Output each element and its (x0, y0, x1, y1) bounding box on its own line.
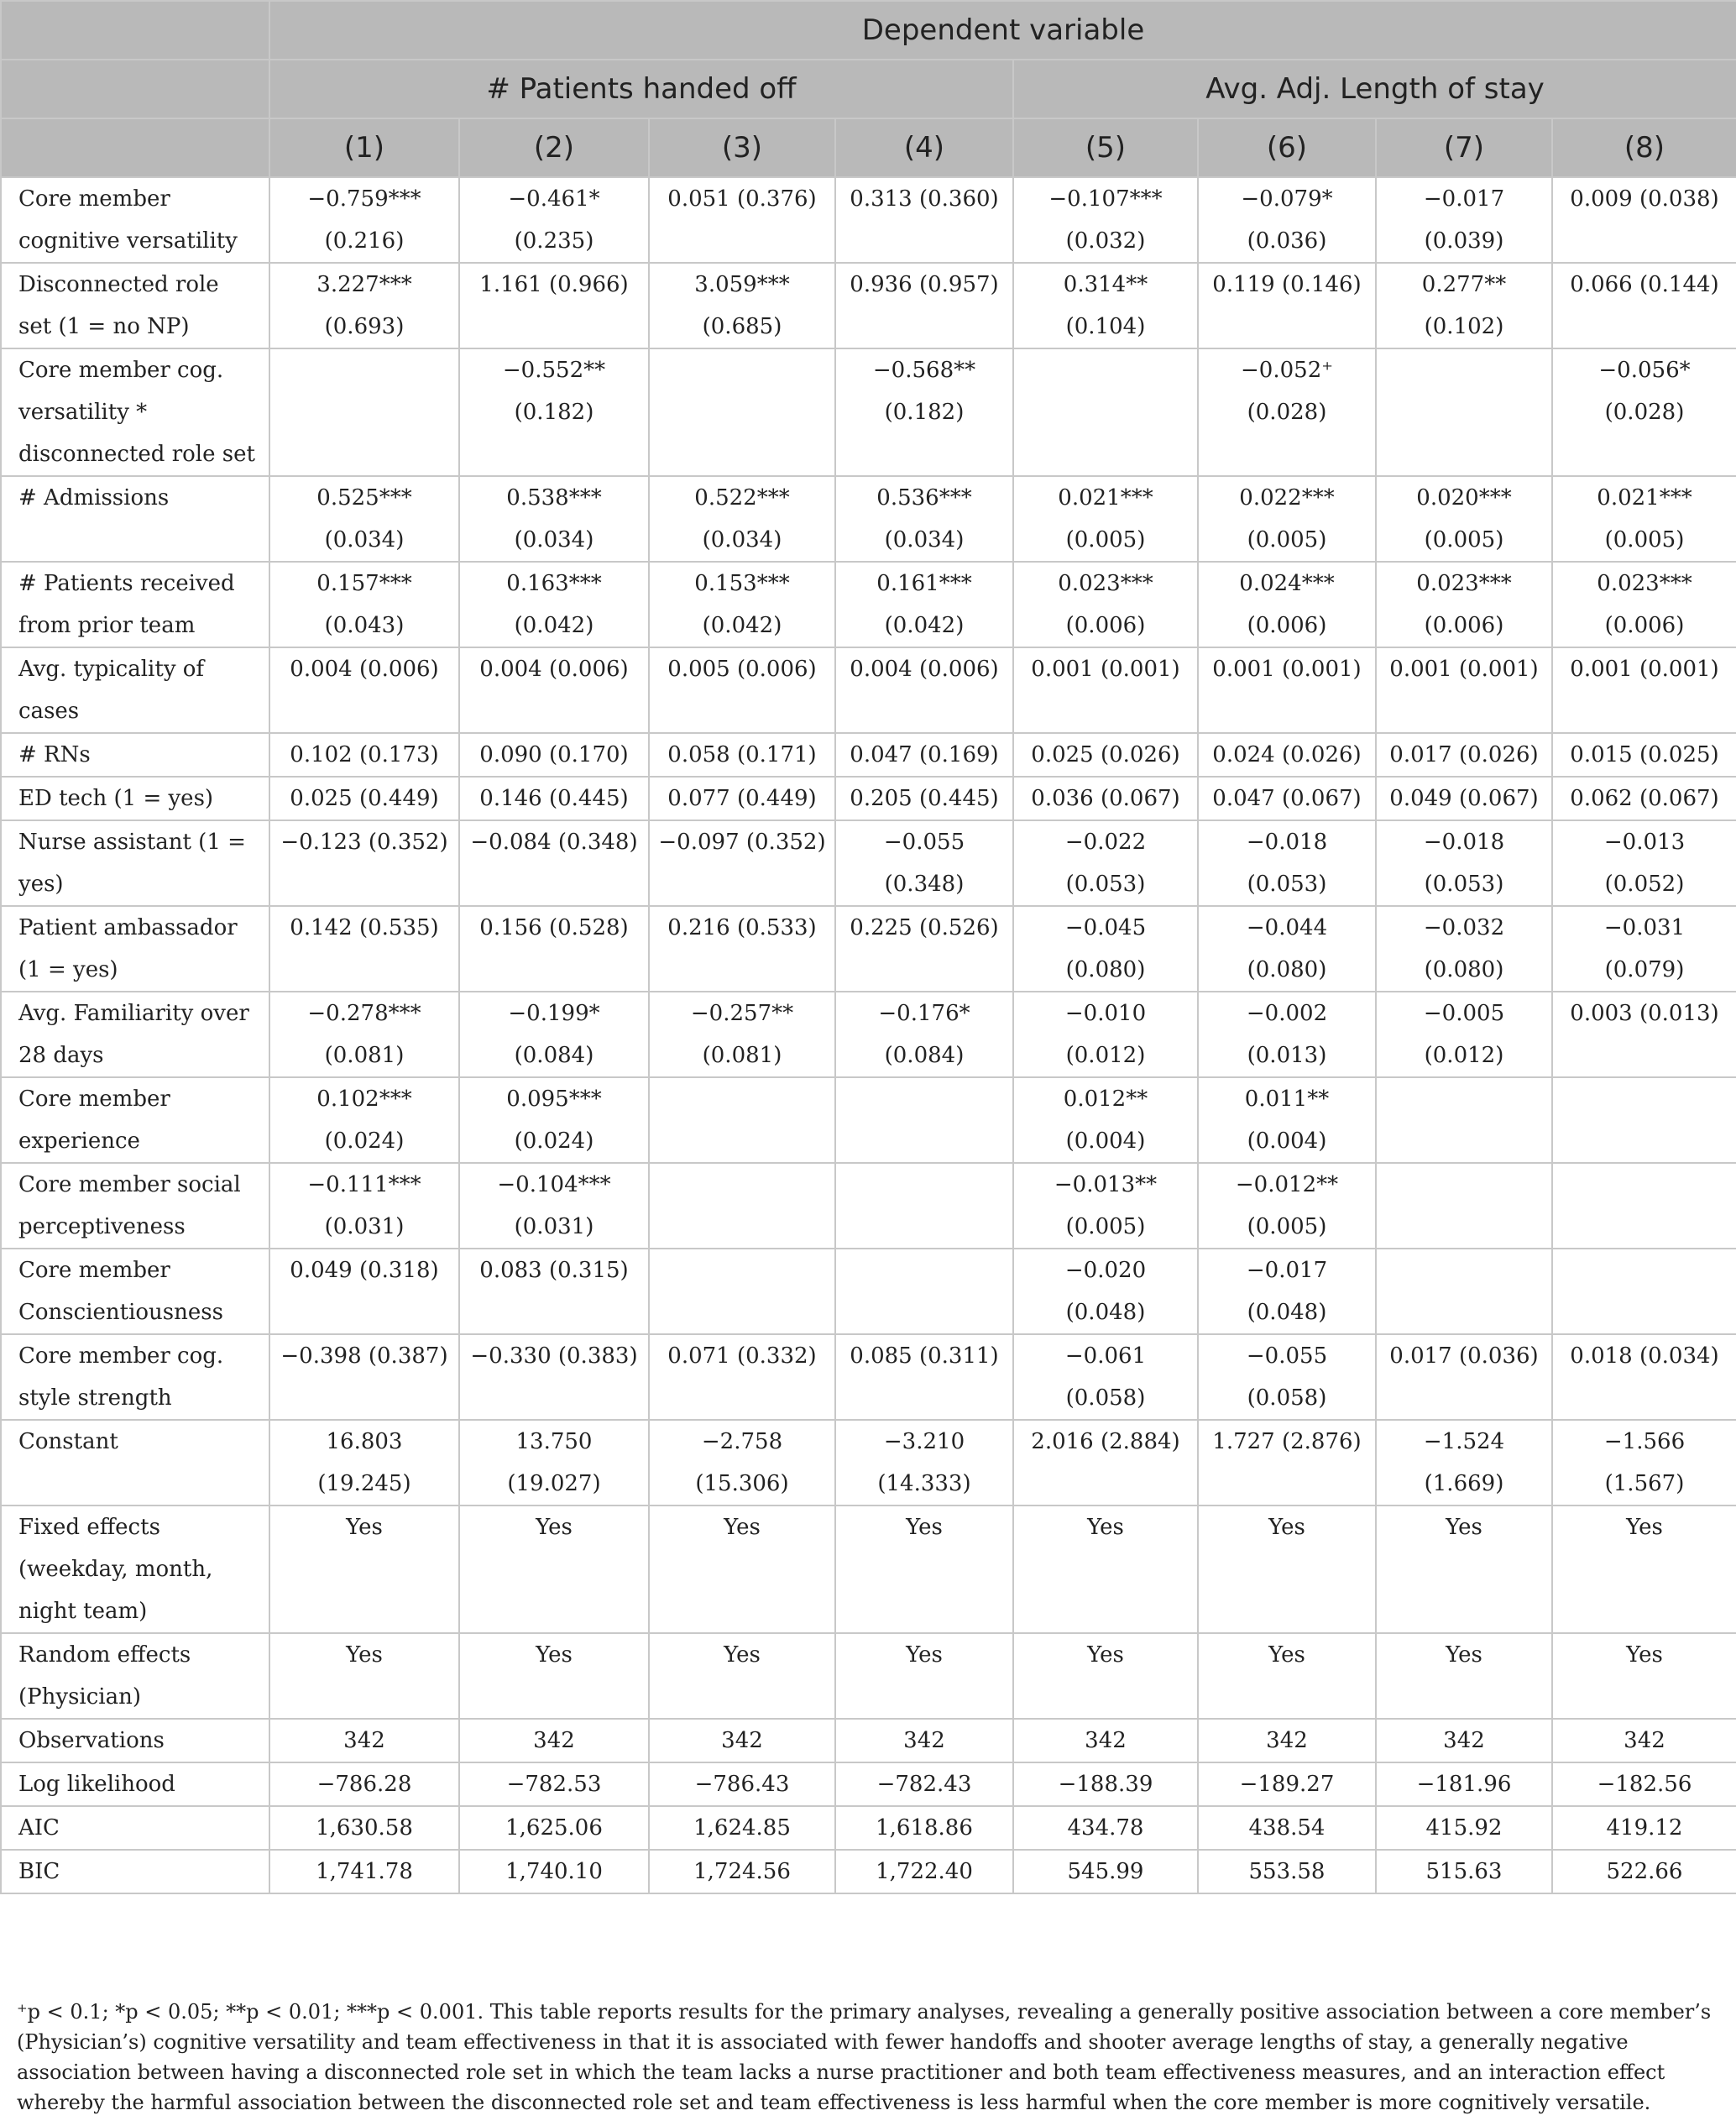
coefficient-cell: 0.536*** (0.034) (835, 476, 1013, 562)
row-label: Core member experience (1, 1077, 269, 1163)
coefficient-cell: 0.020*** (0.005) (1376, 476, 1552, 562)
coefficient-cell: Yes (835, 1633, 1013, 1719)
coefficient-cell: 0.051 (0.376) (649, 177, 835, 263)
coefficient-cell: 0.216 (0.533) (649, 906, 835, 992)
group-header-handoffs: # Patients handed off (269, 60, 1013, 118)
coefficient-cell: 0.277** (0.102) (1376, 263, 1552, 348)
coefficient-cell: −0.084 (0.348) (459, 820, 649, 906)
coefficient-cell: 515.63 (1376, 1850, 1552, 1893)
coefficient-cell: 1,618.86 (835, 1806, 1013, 1850)
table-row (1, 562, 1736, 647)
coefficient-cell: −0.330 (0.383) (459, 1334, 649, 1420)
table-row (1, 177, 1736, 263)
dependent-variable-header: Dependent variable (269, 1, 1736, 60)
table-row (1, 1850, 1736, 1893)
coefficient-cell: −0.104*** (0.031) (459, 1163, 649, 1249)
coefficient-cell: −0.012** (0.005) (1198, 1163, 1376, 1249)
coefficient-cell: 0.021*** (0.005) (1013, 476, 1198, 562)
coefficient-cell: −0.055 (0.058) (1198, 1334, 1376, 1420)
coefficient-cell: 2.016 (2.884) (1013, 1420, 1198, 1505)
coefficient-cell: 0.023*** (0.006) (1376, 562, 1552, 647)
coefficient-cell: −182.56 (1552, 1762, 1736, 1806)
table-row (1, 1505, 1736, 1633)
coefficient-cell: 0.022*** (0.005) (1198, 476, 1376, 562)
coefficient-cell: 0.142 (0.535) (269, 906, 459, 992)
coefficient-cell: −0.061 (0.058) (1013, 1334, 1198, 1420)
coefficient-cell: 342 (1198, 1719, 1376, 1762)
coefficient-cell: Yes (459, 1505, 649, 1633)
column-number-header: (4) (835, 118, 1013, 177)
coefficient-cell: 3.059*** (0.685) (649, 263, 835, 348)
row-label: Disconnected role set (1 = no NP) (1, 263, 269, 348)
coefficient-cell: 0.058 (0.171) (649, 733, 835, 777)
coefficient-cell: −0.022 (0.053) (1013, 820, 1198, 906)
coefficient-cell: 0.025 (0.449) (269, 777, 459, 820)
coefficient-cell: 0.163*** (0.042) (459, 562, 649, 647)
coefficient-cell (835, 1249, 1013, 1334)
coefficient-cell (1013, 348, 1198, 476)
coefficient-cell: 1,740.10 (459, 1850, 649, 1893)
coefficient-cell: −0.552** (0.182) (459, 348, 649, 476)
table-row (1, 1633, 1736, 1719)
row-label: # RNs (1, 733, 269, 777)
coefficient-cell: −0.461* (0.235) (459, 177, 649, 263)
coefficient-cell: 0.071 (0.332) (649, 1334, 835, 1420)
coefficient-cell: 0.001 (0.001) (1198, 647, 1376, 733)
coefficient-cell: 0.024 (0.026) (1198, 733, 1376, 777)
coefficient-cell: −0.199* (0.084) (459, 992, 649, 1077)
coefficient-cell (1376, 1163, 1552, 1249)
coefficient-cell: 0.066 (0.144) (1552, 263, 1736, 348)
coefficient-cell: 522.66 (1552, 1850, 1736, 1893)
coefficient-cell: 0.205 (0.445) (835, 777, 1013, 820)
coefficient-cell: 0.018 (0.034) (1552, 1334, 1736, 1420)
coefficient-cell: Yes (649, 1505, 835, 1633)
column-number-header: (3) (649, 118, 835, 177)
row-label: Random effects (Physician) (1, 1633, 269, 1719)
coefficient-cell: −189.27 (1198, 1762, 1376, 1806)
coefficient-cell: Yes (1013, 1633, 1198, 1719)
coefficient-cell: Yes (1552, 1505, 1736, 1633)
row-label: Patient ambassador (1 = yes) (1, 906, 269, 992)
coefficient-cell: 0.161*** (0.042) (835, 562, 1013, 647)
coefficient-cell: 0.095*** (0.024) (459, 1077, 649, 1163)
table-row (1, 820, 1736, 906)
coefficient-cell: 0.225 (0.526) (835, 906, 1013, 992)
coefficient-cell: −0.759*** (0.216) (269, 177, 459, 263)
column-number-header: (6) (1198, 118, 1376, 177)
coefficient-cell: 0.011** (0.004) (1198, 1077, 1376, 1163)
coefficient-cell: −0.123 (0.352) (269, 820, 459, 906)
coefficient-cell: −181.96 (1376, 1762, 1552, 1806)
coefficient-cell: 0.036 (0.067) (1013, 777, 1198, 820)
coefficient-cell: −0.278*** (0.081) (269, 992, 459, 1077)
coefficient-cell: 0.004 (0.006) (459, 647, 649, 733)
coefficient-cell: −0.002 (0.013) (1198, 992, 1376, 1077)
coefficient-cell: Yes (1376, 1633, 1552, 1719)
coefficient-cell: −0.032 (0.080) (1376, 906, 1552, 992)
coefficient-cell: −3.210 (14.333) (835, 1420, 1013, 1505)
coefficient-cell (649, 1077, 835, 1163)
coefficient-cell: 434.78 (1013, 1806, 1198, 1850)
coefficient-cell: 342 (1552, 1719, 1736, 1762)
coefficient-cell: 0.313 (0.360) (835, 177, 1013, 263)
table-row (1, 777, 1736, 820)
coefficient-cell: −782.43 (835, 1762, 1013, 1806)
coefficient-cell: −0.017 (0.048) (1198, 1249, 1376, 1334)
coefficient-cell (649, 348, 835, 476)
coefficient-cell: 342 (835, 1719, 1013, 1762)
coefficient-cell: 0.077 (0.449) (649, 777, 835, 820)
coefficient-cell: 0.102*** (0.024) (269, 1077, 459, 1163)
coefficient-cell: −0.097 (0.352) (649, 820, 835, 906)
coefficient-cell: 0.119 (0.146) (1198, 263, 1376, 348)
header-corner-cell (1, 118, 269, 177)
coefficient-cell: 1,741.78 (269, 1850, 459, 1893)
coefficient-cell: −0.257** (0.081) (649, 992, 835, 1077)
coefficient-cell: −0.398 (0.387) (269, 1334, 459, 1420)
coefficient-cell: Yes (1552, 1633, 1736, 1719)
coefficient-cell: 415.92 (1376, 1806, 1552, 1850)
coefficient-cell: Yes (1198, 1505, 1376, 1633)
coefficient-cell: 0.538*** (0.034) (459, 476, 649, 562)
row-label: Observations (1, 1719, 269, 1762)
coefficient-cell: 0.015 (0.025) (1552, 733, 1736, 777)
coefficient-cell (1376, 1249, 1552, 1334)
table-row (1, 1249, 1736, 1334)
coefficient-cell: 545.99 (1013, 1850, 1198, 1893)
coefficient-cell (1376, 1077, 1552, 1163)
coefficient-cell: 0.049 (0.067) (1376, 777, 1552, 820)
coefficient-cell: 0.023*** (0.006) (1552, 562, 1736, 647)
coefficient-cell: −2.758 (15.306) (649, 1420, 835, 1505)
coefficient-cell: 0.062 (0.067) (1552, 777, 1736, 820)
column-number-header: (5) (1013, 118, 1198, 177)
table-row (1, 733, 1736, 777)
coefficient-cell: −0.017 (0.039) (1376, 177, 1552, 263)
column-number-header: (1) (269, 118, 459, 177)
coefficient-cell: 342 (1013, 1719, 1198, 1762)
coefficient-cell: −0.018 (0.053) (1198, 820, 1376, 906)
column-number-header: (7) (1376, 118, 1552, 177)
coefficient-cell: −1.566 (1.567) (1552, 1420, 1736, 1505)
coefficient-cell: 0.005 (0.006) (649, 647, 835, 733)
row-label: AIC (1, 1806, 269, 1850)
coefficient-cell: 0.009 (0.038) (1552, 177, 1736, 263)
table-row (1, 1719, 1736, 1762)
coefficient-cell: 0.314** (0.104) (1013, 263, 1198, 348)
group-header-length-of-stay: Avg. Adj. Length of stay (1013, 60, 1736, 118)
coefficient-cell: 342 (459, 1719, 649, 1762)
coefficient-cell: 0.047 (0.169) (835, 733, 1013, 777)
coefficient-cell: 0.156 (0.528) (459, 906, 649, 992)
table-body (1, 177, 1736, 1893)
coefficient-cell: 1.727 (2.876) (1198, 1420, 1376, 1505)
coefficient-cell: 0.024*** (0.006) (1198, 562, 1376, 647)
coefficient-cell: −0.107*** (0.032) (1013, 177, 1198, 263)
coefficient-cell: 553.58 (1198, 1850, 1376, 1893)
coefficient-cell: 0.017 (0.036) (1376, 1334, 1552, 1420)
coefficient-cell (1552, 1163, 1736, 1249)
table-row (1, 263, 1736, 348)
column-number-header: (8) (1552, 118, 1736, 177)
coefficient-cell: 0.090 (0.170) (459, 733, 649, 777)
coefficient-cell: Yes (835, 1505, 1013, 1633)
coefficient-cell: −0.045 (0.080) (1013, 906, 1198, 992)
coefficient-cell: 0.021*** (0.005) (1552, 476, 1736, 562)
coefficient-cell: −0.176* (0.084) (835, 992, 1013, 1077)
coefficient-cell: −786.28 (269, 1762, 459, 1806)
table-row (1, 1420, 1736, 1505)
coefficient-cell (835, 1077, 1013, 1163)
coefficient-cell: 0.004 (0.006) (835, 647, 1013, 733)
coefficient-cell: 0.004 (0.006) (269, 647, 459, 733)
row-label: ED tech (1 = yes) (1, 777, 269, 820)
coefficient-cell: 0.102 (0.173) (269, 733, 459, 777)
coefficient-cell: −786.43 (649, 1762, 835, 1806)
coefficient-cell: 0.012** (0.004) (1013, 1077, 1198, 1163)
coefficient-cell: 0.001 (0.001) (1552, 647, 1736, 733)
coefficient-cell: 0.936 (0.957) (835, 263, 1013, 348)
table-row (1, 1334, 1736, 1420)
table-row (1, 906, 1736, 992)
coefficient-cell: 0.047 (0.067) (1198, 777, 1376, 820)
coefficient-cell: 0.146 (0.445) (459, 777, 649, 820)
coefficient-cell: −0.020 (0.048) (1013, 1249, 1198, 1334)
coefficient-cell: 0.001 (0.001) (1376, 647, 1552, 733)
coefficient-cell: 1,625.06 (459, 1806, 649, 1850)
coefficient-cell: −0.031 (0.079) (1552, 906, 1736, 992)
table-row (1, 1762, 1736, 1806)
coefficient-cell: −0.055 (0.348) (835, 820, 1013, 906)
coefficient-cell (649, 1249, 835, 1334)
coefficient-cell: 0.001 (0.001) (1013, 647, 1198, 733)
coefficient-cell: 1.161 (0.966) (459, 263, 649, 348)
coefficient-cell: Yes (649, 1633, 835, 1719)
row-label: BIC (1, 1850, 269, 1893)
coefficient-cell: 342 (269, 1719, 459, 1762)
coefficient-cell: Yes (269, 1505, 459, 1633)
row-label: Core member cog. style strength (1, 1334, 269, 1420)
table-footnote: ⁺p < 0.1; *p < 0.05; **p < 0.01; ***p < 0.001. This table reports results for the primary analyses, revealing a generally positive association between a core member’s (Physician’s) cognitive versatility and team effectiveness in that it is associated with fewer handoffs and shooter average lengths of stay, a generally negative association between having a disconnected role set in which the team lacks a nurse practitioner and both team effectiveness measures, and an interaction effect whereby the harmful association between the disconnected role set and team effectiveness is less harmful when the core member is more cognitively versatile. (17, 2000, 1712, 2114)
coefficient-cell: −0.111*** (0.031) (269, 1163, 459, 1249)
row-label: # Admissions (1, 476, 269, 562)
coefficient-cell: 0.023*** (0.006) (1013, 562, 1198, 647)
coefficient-cell: 3.227*** (0.693) (269, 263, 459, 348)
row-label: Fixed effects (weekday, month, night team) (1, 1505, 269, 1633)
table-row (1, 476, 1736, 562)
coefficient-cell: 438.54 (1198, 1806, 1376, 1850)
coefficient-cell: −1.524 (1.669) (1376, 1420, 1552, 1505)
coefficient-cell: 1,724.56 (649, 1850, 835, 1893)
coefficient-cell: 1,722.40 (835, 1850, 1013, 1893)
row-label: Core member Conscientiousness (1, 1249, 269, 1334)
row-label: Avg. typicality of cases (1, 647, 269, 733)
coefficient-cell: −188.39 (1013, 1762, 1198, 1806)
coefficient-cell: −0.013 (0.052) (1552, 820, 1736, 906)
coefficient-cell: 0.003 (0.013) (1552, 992, 1736, 1077)
coefficient-cell: −0.018 (0.053) (1376, 820, 1552, 906)
row-label: Core member social perceptiveness (1, 1163, 269, 1249)
table-row (1, 992, 1736, 1077)
row-label: Constant (1, 1420, 269, 1505)
table-row (1, 647, 1736, 733)
coefficient-cell: −0.568** (0.182) (835, 348, 1013, 476)
coefficient-cell (649, 1163, 835, 1249)
coefficient-cell: 0.083 (0.315) (459, 1249, 649, 1334)
header-corner-cell (1, 1, 269, 60)
row-label: # Patients received from prior team (1, 562, 269, 647)
coefficient-cell: −0.052⁺ (0.028) (1198, 348, 1376, 476)
table-row (1, 348, 1736, 476)
coefficient-cell: 13.750 (19.027) (459, 1420, 649, 1505)
coefficient-cell: 1,630.58 (269, 1806, 459, 1850)
coefficient-cell: 0.025 (0.026) (1013, 733, 1198, 777)
coefficient-cell (1552, 1077, 1736, 1163)
coefficient-cell: 342 (1376, 1719, 1552, 1762)
coefficient-cell: 0.157*** (0.043) (269, 562, 459, 647)
coefficient-cell: Yes (269, 1633, 459, 1719)
table-row (1, 1163, 1736, 1249)
coefficient-cell: −0.013** (0.005) (1013, 1163, 1198, 1249)
coefficient-cell: −0.010 (0.012) (1013, 992, 1198, 1077)
coefficient-cell (835, 1163, 1013, 1249)
coefficient-cell: 0.525*** (0.034) (269, 476, 459, 562)
coefficient-cell: 0.153*** (0.042) (649, 562, 835, 647)
coefficient-cell: −0.044 (0.080) (1198, 906, 1376, 992)
header-corner-cell (1, 60, 269, 118)
coefficient-cell: Yes (1013, 1505, 1198, 1633)
table-row (1, 1806, 1736, 1850)
column-number-header: (2) (459, 118, 649, 177)
coefficient-cell: 0.049 (0.318) (269, 1249, 459, 1334)
coefficient-cell: 342 (649, 1719, 835, 1762)
row-label: Avg. Familiarity over 28 days (1, 992, 269, 1077)
coefficient-cell: 0.017 (0.026) (1376, 733, 1552, 777)
coefficient-cell (269, 348, 459, 476)
coefficient-cell (1552, 1249, 1736, 1334)
coefficient-cell: Yes (1198, 1633, 1376, 1719)
row-label: Core member cognitive versatility (1, 177, 269, 263)
row-label: Nurse assistant (1 = yes) (1, 820, 269, 906)
coefficient-cell: 0.522*** (0.034) (649, 476, 835, 562)
row-label: Log likelihood (1, 1762, 269, 1806)
coefficient-cell: 0.085 (0.311) (835, 1334, 1013, 1420)
coefficient-cell: −0.005 (0.012) (1376, 992, 1552, 1077)
coefficient-cell: 1,624.85 (649, 1806, 835, 1850)
coefficient-cell: 419.12 (1552, 1806, 1736, 1850)
coefficient-cell: −782.53 (459, 1762, 649, 1806)
coefficient-cell: −0.056* (0.028) (1552, 348, 1736, 476)
coefficient-cell: Yes (459, 1633, 649, 1719)
coefficient-cell: −0.079* (0.036) (1198, 177, 1376, 263)
coefficient-cell (1376, 348, 1552, 476)
row-label: Core member cog. versatility * disconnected role set (1, 348, 269, 476)
coefficient-cell: 16.803 (19.245) (269, 1420, 459, 1505)
table-row (1, 1077, 1736, 1163)
coefficient-cell: Yes (1376, 1505, 1552, 1633)
